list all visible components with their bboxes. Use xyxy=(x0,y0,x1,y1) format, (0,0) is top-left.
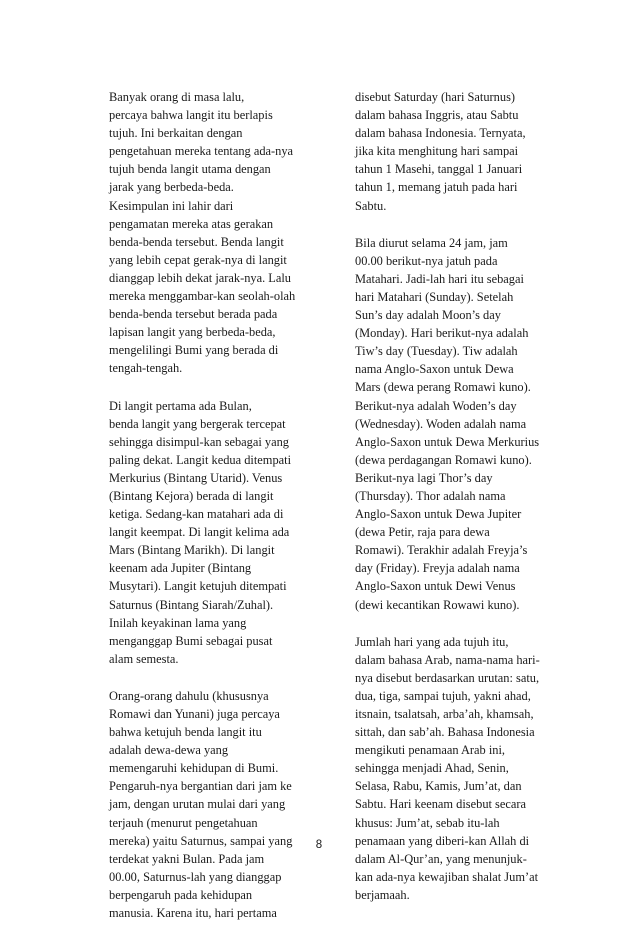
paragraph: Banyak orang di masa lalu, percaya bahwa langit itu berlapis tujuh. Ini berkaitan dengan pengetahuan mereka tentang ada-nya tujuh benda langit utama dengan jarak yang berbeda-beda. Kesimpulan ini lahir dari pengamatan mereka atas gerakan benda-benda tersebut. Benda langit yang lebih cepat gerak-nya di langit dianggap lebih dekat jarak-nya. Lalu mereka menggambar-kan seolah-olah benda-benda tersebut berada pada lapisan langit yang berbeda-beda, mengelilingi Bumi yang berada di tengah-tengah. xyxy=(109,90,296,376)
paragraph: Di langit pertama ada Bulan, benda langit yang bergerak tercepat sehingga disimpul-kan sebagai yang paling dekat. Langit kedua ditempati Merkurius (Bintang Utarid). Venus (Bintang Kejora) berada di langit ketiga. Sedang-kan matahari ada di langit keempat. Di langit kelima ada Mars (Bintang Marikh). Di langit keenam ada Jupiter (Bintang Musytari). Langit ketujuh ditempati Saturnus (Bintang Siarah/Zuhal). Inilah keyakinan lama yang menganggap Bumi sebagai pusat alam semesta. xyxy=(109,398,292,666)
paragraph: Orang-orang dahulu (khususnya Romawi dan Yunani) juga percaya bahwa ketujuh benda langit itu adalah dewa-dewa yang memengaruhi kehidupan di Bumi. Pengaruh-nya bergantian dari jam ke jam, dengan urutan mulai dari yang terjauh (menurut pengetahuan mereka) yaitu Saturnus, sampai yang terdekat yakni Bulan. Pada jam 00.00, Saturnus-lah yang dianggap berpengaruh pada kehidupan manusia. Karena itu, hari pertama xyxy=(109,688,293,921)
right-column xyxy=(355,88,570,923)
paragraph: disebut Saturday (hari Saturnus) dalam bahasa Inggris, atau Sabtu dalam bahasa Indonesia. Ternyata, jika kita menghitung hari sampai tahun 1 Masehi, tanggal 1 Januari tahun 1, memang jatuh pada hari Sabtu. xyxy=(355,90,526,213)
paragraph: Jumlah hari yang ada tujuh itu, dalam bahasa Arab, nama-nama hari- nya disebut berdasarkan urutan: satu, dua, tiga, sampai tujuh, yakni ahad, itsnain, tsalatsah, arba’ah, khamsah, sittah, dan sab’ah. Bahasa Indonesia mengikuti penamaan Arab ini, sehingga menjadi Ahad, Senin, Selasa, Rabu, Kamis, Jum’at, dan Sabtu. Hari keenam disebut secara khusus: Jum’at, sebab itu-lah penamaan yang diberi-kan Allah di dalam Al-Qur’an, yang menunjuk- kan ada-nya kewajiban shalat Jum’at berjamaah. xyxy=(355,634,540,902)
left-column xyxy=(109,88,324,941)
paragraph: Bila diurut selama 24 jam, jam 00.00 berikut-nya jatuh pada Matahari. Jadi-lah hari itu sebagai hari Matahari (Sunday). Setelah Sun’s day adalah Moon’s day (Monday). Hari berikut-nya adalah Tiw’s day (Tuesday). Tiw adalah nama Anglo-Saxon untuk Dewa Mars (dewa perang Romawi kuno). Berikut-nya adalah Woden’s day (Wednesday). Woden adalah nama Anglo-Saxon untuk Dewa Merkurius (dewa perdagangan Romawi kuno). Berikut-nya lagi Thor’s day (Thursday). Thor adalah nama Anglo-Saxon untuk Dewa Jupiter (dewa Petir, raja para dewa Romawi). Terakhir adalah Freyja’s day (Friday). Freyja adalah nama Anglo-Saxon untuk Dewi Venus (dewi kecantikan Rowawi kuno). xyxy=(355,235,540,612)
page-number: 8 xyxy=(315,839,323,851)
